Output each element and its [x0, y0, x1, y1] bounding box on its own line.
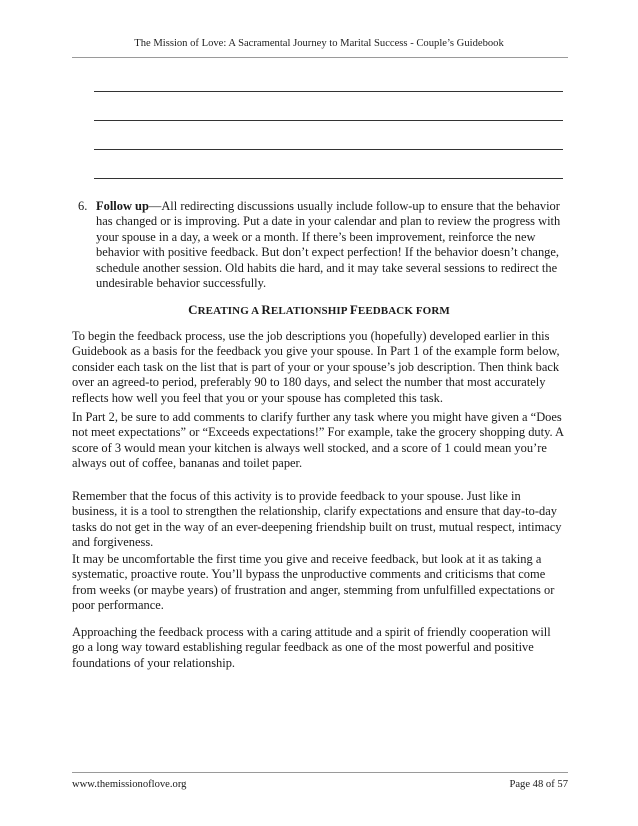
heading-cap: R [261, 302, 271, 317]
blank-answer-lines [94, 91, 563, 179]
list-number: 6. [78, 199, 88, 213]
heading-small: ELATIONSHIP [270, 305, 350, 317]
body-paragraph: Remember that the focus of this activity is to provide feedback to your spouse. Just like in business, it is a tool to strengthen the relationship, clarify expectations and ensure that day-to-day tasks do not get in the way of an ever-deepening friendship built on trust, mutual respect, intimacy and forgiveness. [72, 489, 562, 550]
heading-cap: C [188, 302, 198, 317]
section-heading [0, 302, 638, 318]
blank-line [94, 120, 563, 121]
footer-page-number: Page 48 of 57 [509, 779, 568, 790]
body-paragraph: In Part 2, be sure to add comments to clarify further any task where you might have given a “Does not meet expectations” or “Exceeds expectations!” For example, take the grocery shopping duty. A score of 3 would mean your kitchen is always well stocked, and a score of 1 could mean you’re always out of coffee, bananas and toilet paper. [72, 410, 564, 471]
body-paragraph: Approaching the feedback process with a caring attitude and a spirit of friendly cooperation will go a long way toward establishing regular feedback as one of the most powerful and positive foundations of your relationship. [72, 625, 551, 670]
blank-line [94, 91, 563, 92]
header-divider [72, 57, 568, 58]
blank-line [94, 178, 563, 179]
body-paragraph: It may be uncomfortable the first time you give and receive feedback, but look at it as taking a systematic, proactive route. You’ll bypass the unproductive comments and criticisms that come from weeks (or maybe years) of frustration and anger, stemming from unfulfilled expectations or poor performance. [72, 552, 555, 613]
heading-small: REATING A [197, 305, 262, 317]
list-item-text: —All redirecting discussions usually include follow-up to ensure that the behavior has changed or is improving. Put a date in your calendar and plan to review the progress with your spouse in a day, a week or a month. If there’s been improvement, reinforce the new behavior with positive feedback. But don’t expect perfection! If the behavior doesn’t change, schedule another session. Old habits die hard, and it may take several sessions to redirect the undesirable behavior successfully. [96, 199, 561, 291]
numbered-list-item [72, 199, 566, 291]
heading-cap: F [349, 302, 358, 317]
page-header: The Mission of Love: A Sacramental Journey to Marital Success - Couple’s Guidebook [134, 38, 504, 49]
heading-small: EEDBACK FORM [357, 305, 450, 317]
blank-line [94, 149, 563, 150]
body-paragraph: To begin the feedback process, use the job descriptions you (hopefully) developed earlier in this Guidebook as a basis for the feedback you give your spouse. In Part 1 of the example form below, consider each task on the list that is part of your or your spouse’s job description. Then think back over an agreed-to period, preferably 90 to 180 days, and select the number that most accurately reflects how well you feel that you or your spouse has completed this task. [72, 329, 560, 405]
footer-website: www.themissionoflove.org [72, 779, 187, 790]
list-item-term: Follow up [96, 199, 149, 213]
list-item-body [96, 199, 566, 291]
footer-divider [72, 772, 568, 773]
